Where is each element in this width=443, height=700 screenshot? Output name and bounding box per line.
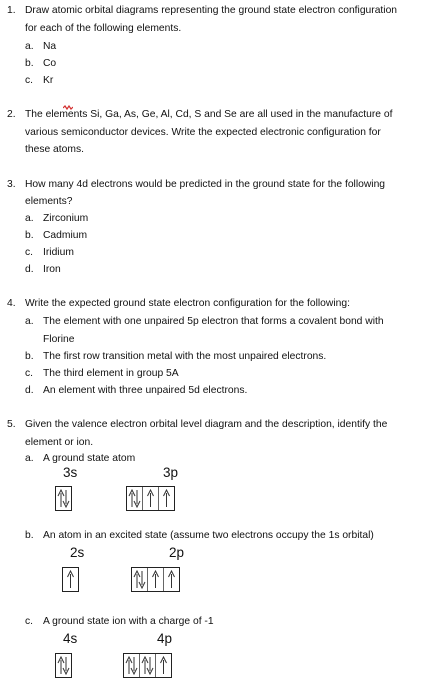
spin-down-arrow-icon <box>131 657 137 674</box>
q3-number: 3. <box>7 179 16 190</box>
q1b-text: Co <box>43 58 57 69</box>
q4a-text: The element with one unpaired 5p electron that forms a covalent bond with <box>43 316 384 327</box>
q1-number: 1. <box>7 5 16 16</box>
q5-text-line2: element or ion. <box>25 437 94 448</box>
q5b-p-orbital-box <box>131 567 180 592</box>
s-orbital-cell <box>56 654 71 677</box>
q1-text-line1: Draw atomic orbital diagrams representing the ground state electron configuration <box>25 5 398 16</box>
p-orbital-cell <box>142 487 158 510</box>
spin-up-arrow-icon <box>126 657 132 674</box>
q5a-letter: a. <box>25 453 34 464</box>
q3c-text: Iridium <box>43 247 74 258</box>
q4d-letter: d. <box>25 385 34 396</box>
spin-up-arrow-icon <box>164 490 170 507</box>
q1c-letter: c. <box>25 75 34 86</box>
q4c-text: The third element in group 5A <box>43 368 179 379</box>
p-orbital-cell <box>139 654 155 677</box>
q5c-p-label: 4p <box>157 631 173 646</box>
q1a-text: Na <box>43 41 57 52</box>
spin-up-arrow-icon <box>134 571 140 588</box>
q5a-p-label: 3p <box>163 465 179 480</box>
q2-text-line1: The elements Si, Ga, As, Ge, Al, Cd, S and Se are all used in the manufacture of <box>25 109 393 120</box>
spin-up-arrow-icon <box>58 490 64 507</box>
p-orbital-cell <box>147 568 163 591</box>
q5b-letter: b. <box>25 530 34 541</box>
spin-down-arrow-icon <box>63 657 69 674</box>
q5c-letter: c. <box>25 616 34 627</box>
q5a-p-orbital-box <box>126 486 175 511</box>
q3a-letter: a. <box>25 213 34 224</box>
q5b-text: An atom in an excited state (assume two electrons occupy the 1s orbital) <box>43 530 374 541</box>
q3c-letter: c. <box>25 247 34 258</box>
q1c-text: Kr <box>43 75 54 86</box>
spin-up-arrow-icon <box>161 657 167 674</box>
q3-text-line2: elements? <box>25 196 73 207</box>
q1a-letter: a. <box>25 41 34 52</box>
spin-up-arrow-icon <box>58 657 64 674</box>
q4d-text: An element with three unpaired 5d electrons. <box>43 385 248 396</box>
q4-text-line1: Write the expected ground state electron configuration for the following: <box>25 298 350 309</box>
s-orbital-cell <box>56 487 71 510</box>
q3d-letter: d. <box>25 264 34 275</box>
spin-up-arrow-icon <box>169 571 175 588</box>
p-orbital-cell <box>158 487 174 510</box>
q5-text-line1: Given the valence electron orbital level diagram and the description, identify the <box>25 419 388 430</box>
q2-number: 2. <box>7 109 16 120</box>
q5a-text: A ground state atom <box>43 453 136 464</box>
q3-text-line1: How many 4d electrons would be predicted in the ground state for the following <box>25 179 386 190</box>
q4b-text: The first row transition metal with the most unpaired electrons. <box>43 351 327 362</box>
q5a-s-orbital-box <box>55 486 72 511</box>
q5a-s-label: 3s <box>63 465 78 480</box>
spin-up-arrow-icon <box>153 571 159 588</box>
q5c-text: A ground state ion with a charge of -1 <box>43 616 214 627</box>
s-orbital-cell <box>63 568 78 591</box>
q4-number: 4. <box>7 298 16 309</box>
q1b-letter: b. <box>25 58 34 69</box>
spin-down-arrow-icon <box>63 490 69 507</box>
q5-number: 5. <box>7 419 16 430</box>
q4c-letter: c. <box>25 368 34 379</box>
q2-text-line2: various semiconductor devices. Write the expected electronic configuration for <box>25 127 381 138</box>
q4a-letter: a. <box>25 316 34 327</box>
q3d-text: Iron <box>43 264 61 275</box>
spin-down-arrow-icon <box>147 657 153 674</box>
spin-down-arrow-icon <box>134 490 140 507</box>
p-orbital-cell <box>127 487 142 510</box>
spin-down-arrow-icon <box>139 571 145 588</box>
spellcheck-underline-icon <box>63 105 73 111</box>
spin-up-arrow-icon <box>68 571 74 588</box>
spin-up-arrow-icon <box>129 490 135 507</box>
q5b-s-orbital-box <box>62 567 79 592</box>
p-orbital-cell <box>163 568 179 591</box>
spin-up-arrow-icon <box>148 490 154 507</box>
q5b-s-label: 2s <box>70 545 85 560</box>
q5b-p-label: 2p <box>169 545 185 560</box>
q2-text-line3: these atoms. <box>25 144 84 155</box>
q1-text-line2: for each of the following elements. <box>25 23 182 34</box>
q5c-p-orbital-box <box>123 653 172 678</box>
q3a-text: Zirconium <box>43 213 89 224</box>
q4a-text-cont: Florine <box>43 334 75 345</box>
q4b-letter: b. <box>25 351 34 362</box>
q5c-s-orbital-box <box>55 653 72 678</box>
q5c-s-label: 4s <box>63 631 78 646</box>
q3b-letter: b. <box>25 230 34 241</box>
q3b-text: Cadmium <box>43 230 88 241</box>
spin-up-arrow-icon <box>142 657 148 674</box>
p-orbital-cell <box>132 568 147 591</box>
p-orbital-cell <box>155 654 171 677</box>
p-orbital-cell <box>124 654 139 677</box>
